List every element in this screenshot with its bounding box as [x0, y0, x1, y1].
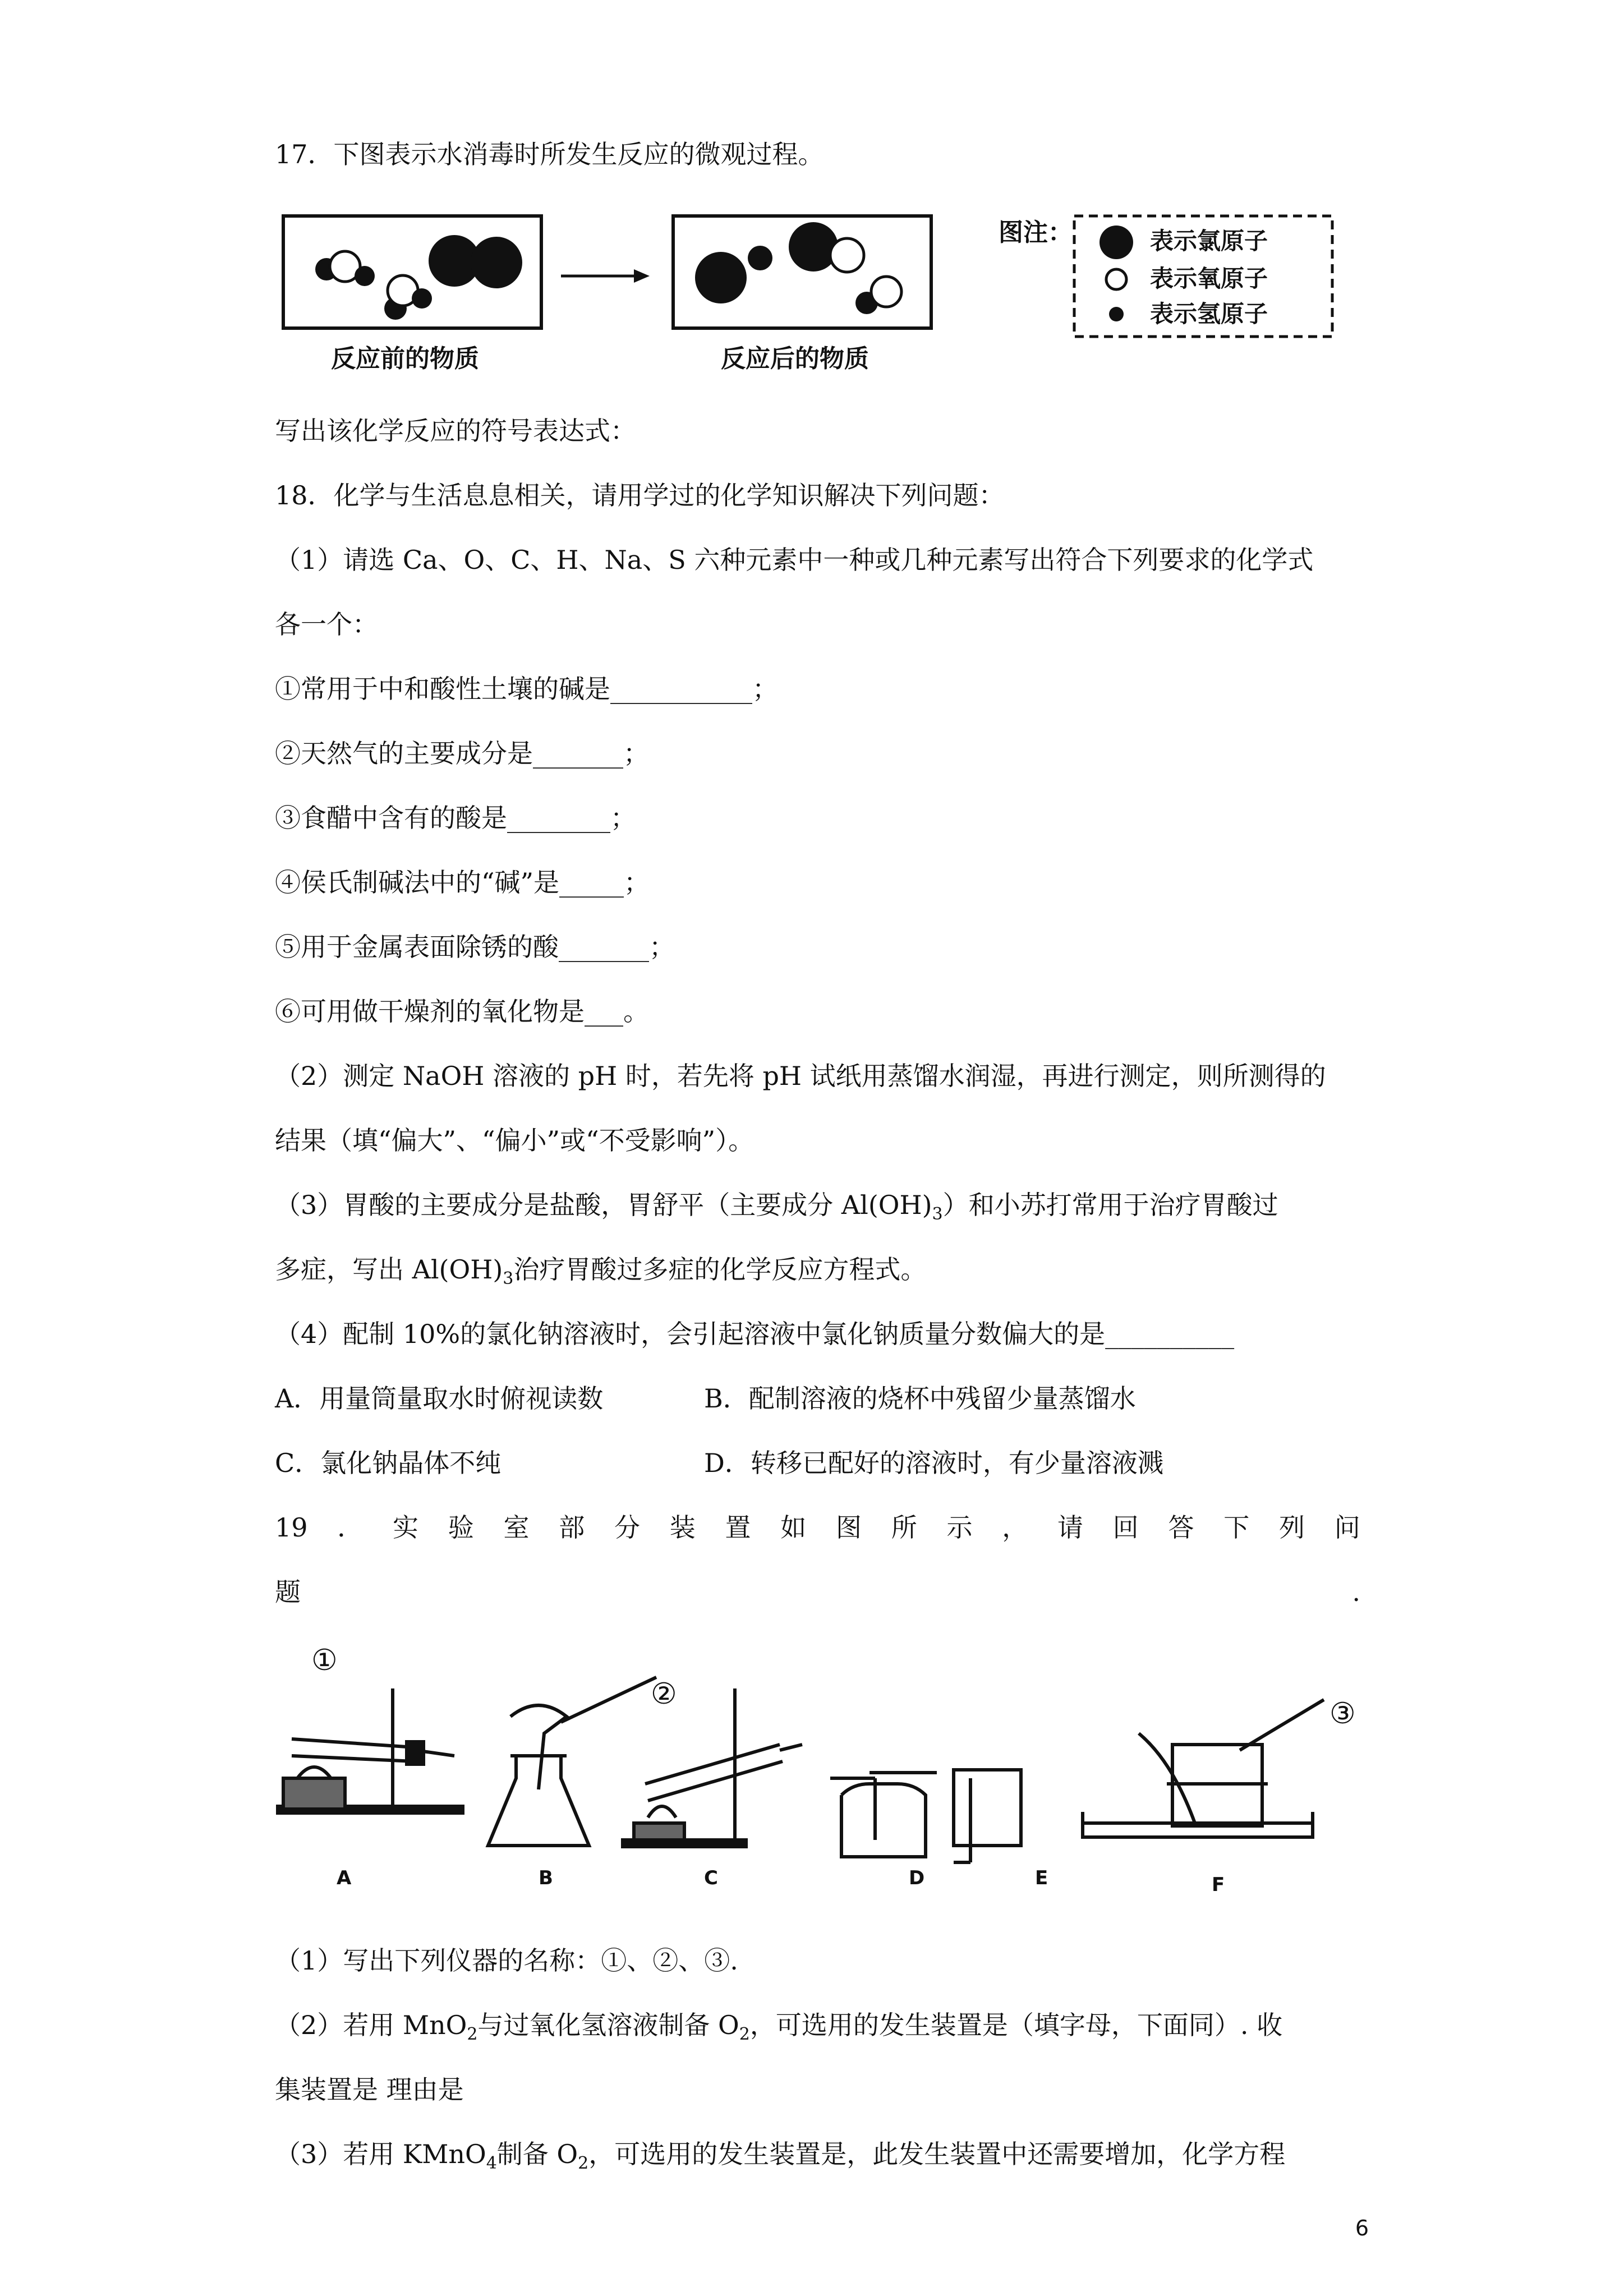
- apparatus-b: [488, 1677, 656, 1846]
- q19-part2-line1: （2）若用 MnO$_2$与过氧化氢溶液制备 $O_2$，可选用的发生装置是（填字母，下面同）. 收: [275, 2010, 1283, 2044]
- q18-title: 18．化学与生活息息相关，请用学过的化学知识解决下列问题：: [275, 480, 1005, 510]
- label-2: ②: [651, 1677, 677, 1711]
- q18-item-5: ⑤用于金属表面除锈的酸_______；: [275, 932, 675, 962]
- q19-title-line1: 19 ． 实 验 室 部 分 装 置 如 图 所 示 ， 请 回 答 下 列 问: [275, 1512, 1360, 1543]
- legend-item-hydrogen: 表示氢原子: [1150, 300, 1268, 328]
- q18-item-1: ①常用于中和酸性土壤的碱是___________；: [275, 674, 778, 704]
- legend-title: 图注：: [999, 218, 1073, 247]
- page-number: 6: [1355, 2216, 1369, 2240]
- option-b: B．配制溶液的烧杯中残留少量蒸馏水: [704, 1383, 1136, 1414]
- q18-part4: （4）配制 10%的氯化钠溶液时，会引起溶液中氯化钠质量分数偏大的是__________: [275, 1319, 1235, 1349]
- apparatus-label-b: B: [539, 1867, 553, 1889]
- apparatus-e: [954, 1770, 1021, 1862]
- q18-item-2: ②天然气的主要成分是_______；: [275, 738, 649, 769]
- q18-item-6: ⑥可用做干燥剂的氧化物是___。: [275, 996, 649, 1027]
- apparatus-d: [830, 1773, 937, 1857]
- legend-item-oxygen: 表示氧原子: [1150, 265, 1268, 292]
- label-3: ③: [1329, 1697, 1356, 1731]
- q18-item-3: ③食醋中含有的酸是________；: [275, 803, 636, 833]
- q17-prompt: 写出该化学反应的符号表达式：: [275, 416, 636, 446]
- q18-part3-line2: 多症，写出 $Al(OH)_3$治疗胃酸过多症的化学反应方程式。: [275, 1254, 927, 1289]
- legend-item-chlorine: 表示氯原子: [1150, 227, 1268, 255]
- q18-item-4: ④侯氏制碱法中的“碱”是_____；: [275, 867, 650, 898]
- apparatus-label-f: F: [1212, 1874, 1225, 1896]
- apparatus-label-d: D: [909, 1867, 925, 1889]
- after-box: [673, 216, 931, 328]
- q19-part1: （1）写出下列仪器的名称：①、②、③.: [275, 1945, 738, 1976]
- before-box: [283, 216, 541, 328]
- option-c: C．氯化钠晶体不纯: [275, 1448, 502, 1478]
- q19-part3: （3）若用 KMnO$_4$制备 $O_2$，可选用的发生装置是，此发生装置中还需要增加，化学方程: [275, 2139, 1286, 2173]
- q19-title-line2: 题 .: [275, 1577, 1360, 1607]
- apparatus-label-a: A: [337, 1867, 352, 1889]
- reaction-arrow-icon: [561, 269, 650, 283]
- q19-apparatus-figure: [275, 1644, 1369, 1890]
- q18-part2-line1: （2）测定 NaOH 溶液的 pH 时，若先将 pH 试纸用蒸馏水润湿，再进行测定，则所测得的: [275, 1061, 1326, 1091]
- q18-part1-line2: 各一个：: [275, 609, 378, 639]
- before-caption: 反应前的物质: [331, 344, 479, 373]
- apparatus-f: [1083, 1700, 1324, 1837]
- after-caption: 反应后的物质: [721, 344, 869, 373]
- apparatus-label-c: C: [704, 1867, 718, 1889]
- option-a: A．用量筒量取水时俯视读数: [275, 1383, 604, 1414]
- apparatus-c: [623, 1688, 802, 1847]
- q19-part2-line2: 集装置是 理由是: [275, 2074, 464, 2105]
- apparatus-a: [278, 1688, 463, 1813]
- apparatus-label-e: E: [1035, 1867, 1048, 1889]
- label-1: ①: [311, 1644, 338, 1677]
- q18-part3-line1: （3）胃酸的主要成分是盐酸，胃舒平（主要成分 $Al(OH)_3$）和小苏打常用于治疗胃酸过: [275, 1190, 1278, 1224]
- option-d: D．转移已配好的溶液时，有少量溶液溅: [704, 1448, 1163, 1478]
- q18-part2-line2: 结果（填“偏大”、“偏小”或“不受影响”）。: [275, 1125, 755, 1156]
- q18-part1-line1: （1）请选 Ca、O、C、H、Na、S 六种元素中一种或几种元素写出符合下列要求的化学式: [275, 545, 1314, 575]
- q17-title: 17．下图表示水消毒时所发生反应的微观过程。: [275, 139, 824, 169]
